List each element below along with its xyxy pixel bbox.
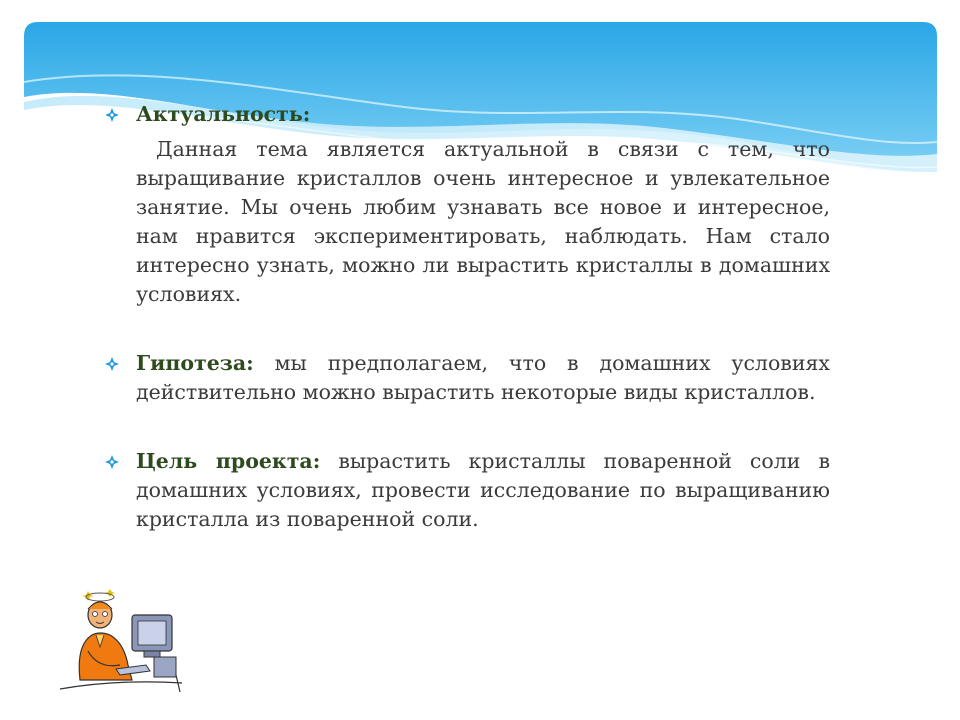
diamond-bullet-icon (104, 356, 120, 372)
section-heading: Гипотеза: (136, 351, 254, 375)
section-body (104, 135, 830, 309)
person-at-computer-clipart (58, 585, 186, 693)
section-heading: Цель проекта: (136, 449, 321, 473)
slide-content (104, 100, 830, 534)
section-text: вырастить кристаллы поваренной соли в домашних условиях, провести исследование по выращиванию кристалла из поваренной соли. (136, 449, 830, 531)
section-heading: Актуальность: (136, 102, 311, 126)
section-text: мы предполагаем, что в домашних условиях действительно можно вырастить некоторые виды кристаллов. (136, 351, 830, 404)
diamond-bullet-icon (104, 454, 120, 470)
section-hypothesis (104, 349, 830, 407)
diamond-bullet-icon (104, 107, 120, 123)
section-goal (104, 447, 830, 534)
section-text: Данная тема является актуальной в связи с тем, что выращивание кристаллов очень интересное и увлекательное занятие. Мы очень любим узнавать все новое и интересное, нам нравится экспериментировать, наблюдать. Нам стало интересно узнать, можно ли вырастить кристаллы в домашних условиях. (136, 137, 830, 306)
section-relevance (104, 100, 830, 129)
